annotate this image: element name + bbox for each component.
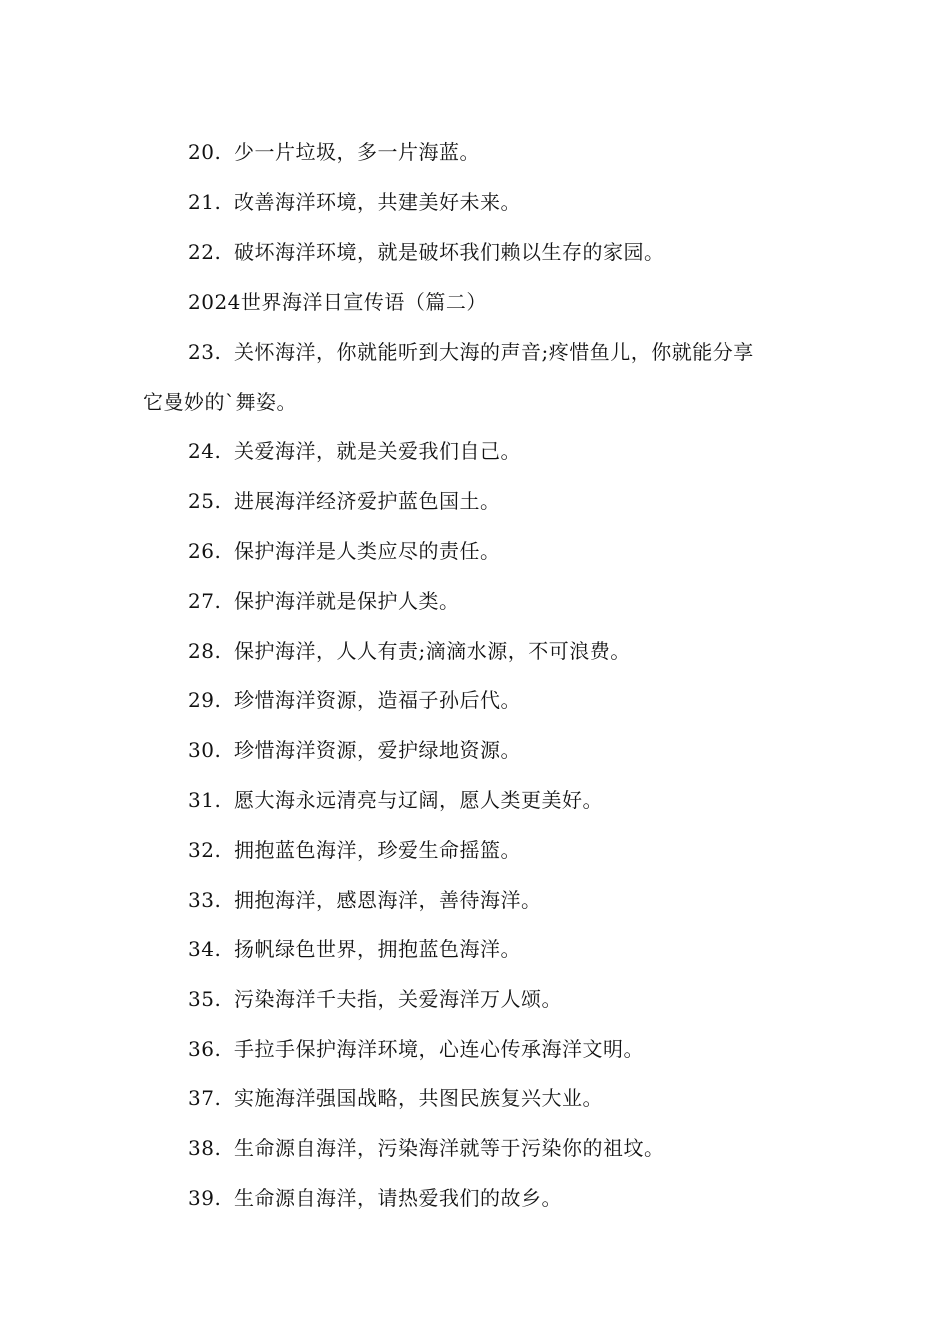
item-number: 34. [188,937,222,961]
list-item [188,1036,644,1062]
item-number: 36. [188,1037,222,1061]
list-item [188,189,521,215]
item-text: 拥抱海洋，感恩海洋，善待海洋。 [234,888,542,912]
list-item [188,1085,603,1111]
item-number: 35. [188,987,222,1011]
item-text: 少一片垃圾，多一片海蓝。 [234,140,480,164]
item-text: 手拉手保护海洋环境，心连心传承海洋文明。 [234,1037,644,1061]
list-item [188,986,562,1012]
list-item [188,787,603,813]
item-number: 20. [188,140,222,164]
item-text-continuation: 它曼妙的`舞姿。 [143,390,297,414]
list-item [188,887,542,913]
item-text: 珍惜海洋资源，爱护绿地资源。 [234,738,521,762]
list-item [188,638,631,664]
item-text: 关怀海洋，你就能听到大海的声音;疼惜鱼儿，你就能分享 [234,340,754,364]
item-number: 28. [188,639,222,663]
list-item [188,588,460,614]
item-number: 32. [188,838,222,862]
item-text: 扬帆绿色世界，拥抱蓝色海洋。 [234,937,521,961]
item-number: 26. [188,539,222,563]
section-heading: 2024世界海洋日宣传语（篇二） [188,290,487,314]
item-text: 保护海洋，人人有责;滴滴水源，不可浪费。 [234,639,631,663]
list-item [188,1135,665,1161]
item-number: 24. [188,439,222,463]
list-item [188,488,501,514]
item-number: 31. [188,788,222,812]
item-text: 生命源自海洋，请热爱我们的故乡。 [234,1186,562,1210]
list-item [188,936,521,962]
list-item [188,339,754,365]
item-number: 25. [188,489,222,513]
item-number: 37. [188,1086,222,1110]
item-number: 21. [188,190,222,214]
item-number: 23. [188,340,222,364]
item-number: 39. [188,1186,222,1210]
list-item [188,687,521,713]
item-text: 生命源自海洋，污染海洋就等于污染你的祖坟。 [234,1136,665,1160]
item-number: 29. [188,688,222,712]
item-text: 改善海洋环境，共建美好未来。 [234,190,521,214]
item-text: 关爱海洋，就是关爱我们自己。 [234,439,521,463]
list-item [188,438,521,464]
item-text: 污染海洋千夫指，关爱海洋万人颂。 [234,987,562,1011]
item-number: 38. [188,1136,222,1160]
item-text: 进展海洋经济爱护蓝色国土。 [234,489,501,513]
list-item [188,1185,562,1211]
item-text: 愿大海永远清亮与辽阔，愿人类更美好。 [234,788,603,812]
item-number: 30. [188,738,222,762]
list-item [188,837,521,863]
item-text: 珍惜海洋资源，造福子孙后代。 [234,688,521,712]
item-number: 22. [188,240,222,264]
list-item [188,737,521,763]
list-item [188,239,665,265]
item-text: 拥抱蓝色海洋，珍爱生命摇篮。 [234,838,521,862]
item-number: 27. [188,589,222,613]
list-item [188,538,501,564]
item-number: 33. [188,888,222,912]
list-item [188,139,480,165]
item-text: 实施海洋强国战略，共图民族复兴大业。 [234,1086,603,1110]
item-text: 破坏海洋环境，就是破坏我们赖以生存的家园。 [234,240,665,264]
item-text: 保护海洋是人类应尽的责任。 [234,539,501,563]
item-text: 保护海洋就是保护人类。 [234,589,460,613]
